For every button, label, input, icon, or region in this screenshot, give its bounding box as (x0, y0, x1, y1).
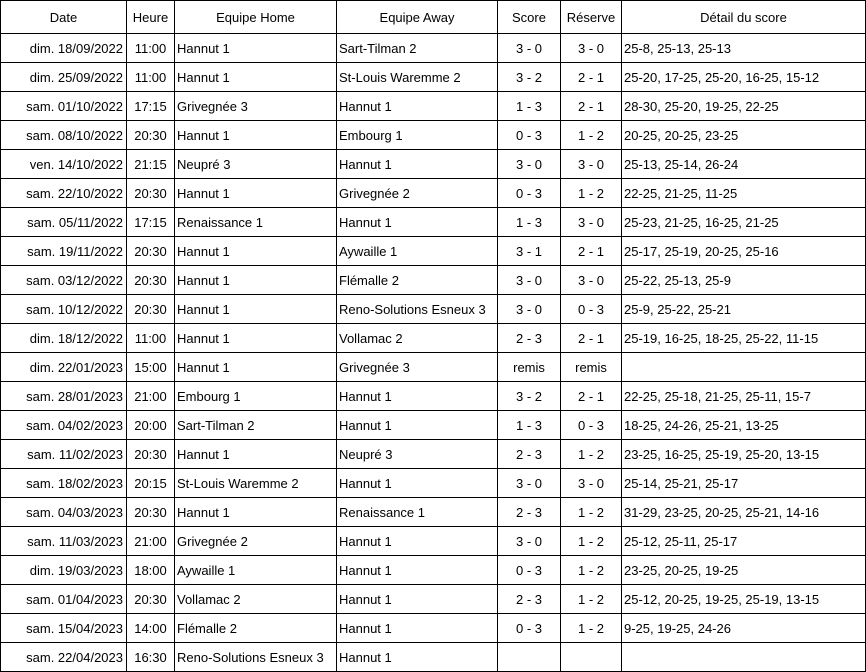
match-score: 1 - 3 (498, 92, 561, 121)
home-team: Vollamac 2 (175, 585, 337, 614)
match-time: 21:00 (127, 382, 175, 411)
match-time: 16:30 (127, 643, 175, 672)
away-team: Renaissance 1 (337, 498, 498, 527)
home-team: Hannut 1 (175, 353, 337, 382)
table-row (1, 208, 866, 237)
match-score: 3 - 0 (498, 527, 561, 556)
match-date: dim. 22/01/2023 (1, 353, 127, 382)
match-score: 2 - 3 (498, 324, 561, 353)
header-home-team: Equipe Home (175, 1, 337, 34)
match-date: sam. 22/04/2023 (1, 643, 127, 672)
match-score: 1 - 3 (498, 411, 561, 440)
match-time: 18:00 (127, 556, 175, 585)
match-score: 3 - 1 (498, 237, 561, 266)
match-time: 20:30 (127, 237, 175, 266)
table-row (1, 411, 866, 440)
reserve-score: 2 - 1 (561, 92, 622, 121)
header-reserve: Réserve (561, 1, 622, 34)
away-team: Embourg 1 (337, 121, 498, 150)
table-row (1, 324, 866, 353)
reserve-score: 2 - 1 (561, 237, 622, 266)
table-row (1, 92, 866, 121)
score-detail: 25-13, 25-14, 26-24 (622, 150, 866, 179)
match-time: 20:30 (127, 440, 175, 469)
match-time: 17:15 (127, 208, 175, 237)
match-time: 17:15 (127, 92, 175, 121)
match-time: 20:30 (127, 266, 175, 295)
match-date: sam. 01/10/2022 (1, 92, 127, 121)
table-header-row (1, 1, 866, 34)
match-date: sam. 05/11/2022 (1, 208, 127, 237)
away-team: Hannut 1 (337, 411, 498, 440)
match-date: dim. 19/03/2023 (1, 556, 127, 585)
table-row (1, 179, 866, 208)
reserve-score: 1 - 2 (561, 121, 622, 150)
match-score: 0 - 3 (498, 556, 561, 585)
header-away-team: Equipe Away (337, 1, 498, 34)
table-row (1, 266, 866, 295)
header-date: Date (1, 1, 127, 34)
match-score: 3 - 2 (498, 382, 561, 411)
header-score-detail: Détail du score (622, 1, 866, 34)
table-row (1, 585, 866, 614)
match-date: sam. 11/02/2023 (1, 440, 127, 469)
score-detail: 23-25, 20-25, 19-25 (622, 556, 866, 585)
match-score: 3 - 0 (498, 266, 561, 295)
home-team: Hannut 1 (175, 179, 337, 208)
match-date: sam. 08/10/2022 (1, 121, 127, 150)
match-date: sam. 18/02/2023 (1, 469, 127, 498)
table-row (1, 556, 866, 585)
score-detail: 25-8, 25-13, 25-13 (622, 34, 866, 63)
table-row (1, 498, 866, 527)
away-team: Vollamac 2 (337, 324, 498, 353)
away-team: Hannut 1 (337, 92, 498, 121)
table-row (1, 440, 866, 469)
match-time: 21:15 (127, 150, 175, 179)
table-row (1, 121, 866, 150)
home-team: Flémalle 2 (175, 614, 337, 643)
away-team: Hannut 1 (337, 150, 498, 179)
match-date: sam. 15/04/2023 (1, 614, 127, 643)
match-score: 3 - 0 (498, 34, 561, 63)
match-score: 0 - 3 (498, 121, 561, 150)
reserve-score: 1 - 2 (561, 614, 622, 643)
table-row (1, 382, 866, 411)
match-score (498, 643, 561, 672)
score-detail: 18-25, 24-26, 25-21, 13-25 (622, 411, 866, 440)
header-score: Score (498, 1, 561, 34)
home-team: Hannut 1 (175, 324, 337, 353)
match-score: 2 - 3 (498, 585, 561, 614)
reserve-score: 1 - 2 (561, 440, 622, 469)
reserve-score: 1 - 2 (561, 498, 622, 527)
table-body (1, 34, 866, 672)
reserve-score: 1 - 2 (561, 527, 622, 556)
away-team: Grivegnée 2 (337, 179, 498, 208)
reserve-score: remis (561, 353, 622, 382)
match-score: remis (498, 353, 561, 382)
score-detail: 9-25, 19-25, 24-26 (622, 614, 866, 643)
home-team: Reno-Solutions Esneux 3 (175, 643, 337, 672)
match-date: dim. 25/09/2022 (1, 63, 127, 92)
away-team: Hannut 1 (337, 469, 498, 498)
score-detail: 25-22, 25-13, 25-9 (622, 266, 866, 295)
match-score: 0 - 3 (498, 614, 561, 643)
match-time: 20:30 (127, 179, 175, 208)
score-detail: 25-12, 25-11, 25-17 (622, 527, 866, 556)
match-time: 20:30 (127, 295, 175, 324)
match-date: sam. 04/02/2023 (1, 411, 127, 440)
home-team: Hannut 1 (175, 63, 337, 92)
table-row (1, 150, 866, 179)
match-date: sam. 19/11/2022 (1, 237, 127, 266)
match-time: 20:30 (127, 585, 175, 614)
away-team: Hannut 1 (337, 614, 498, 643)
table-row (1, 295, 866, 324)
match-time: 21:00 (127, 527, 175, 556)
reserve-score: 2 - 1 (561, 324, 622, 353)
home-team: Hannut 1 (175, 121, 337, 150)
match-time: 11:00 (127, 324, 175, 353)
home-team: St-Louis Waremme 2 (175, 469, 337, 498)
home-team: Aywaille 1 (175, 556, 337, 585)
score-detail: 22-25, 21-25, 11-25 (622, 179, 866, 208)
score-detail: 22-25, 25-18, 21-25, 25-11, 15-7 (622, 382, 866, 411)
match-date: sam. 11/03/2023 (1, 527, 127, 556)
home-team: Renaissance 1 (175, 208, 337, 237)
match-score: 3 - 0 (498, 295, 561, 324)
away-team: Hannut 1 (337, 643, 498, 672)
reserve-score: 1 - 2 (561, 179, 622, 208)
away-team: Grivegnée 3 (337, 353, 498, 382)
match-score: 2 - 3 (498, 498, 561, 527)
match-date: sam. 22/10/2022 (1, 179, 127, 208)
away-team: St-Louis Waremme 2 (337, 63, 498, 92)
match-time: 11:00 (127, 34, 175, 63)
match-time: 14:00 (127, 614, 175, 643)
match-time: 15:00 (127, 353, 175, 382)
match-score: 1 - 3 (498, 208, 561, 237)
away-team: Hannut 1 (337, 585, 498, 614)
match-score: 3 - 0 (498, 469, 561, 498)
home-team: Hannut 1 (175, 266, 337, 295)
home-team: Sart-Tilman 2 (175, 411, 337, 440)
table-row (1, 614, 866, 643)
home-team: Grivegnée 3 (175, 92, 337, 121)
table-row (1, 34, 866, 63)
home-team: Hannut 1 (175, 34, 337, 63)
match-date: sam. 01/04/2023 (1, 585, 127, 614)
match-date: sam. 04/03/2023 (1, 498, 127, 527)
match-date: sam. 28/01/2023 (1, 382, 127, 411)
table-row (1, 527, 866, 556)
away-team: Reno-Solutions Esneux 3 (337, 295, 498, 324)
match-time: 20:15 (127, 469, 175, 498)
away-team: Aywaille 1 (337, 237, 498, 266)
reserve-score: 2 - 1 (561, 382, 622, 411)
home-team: Hannut 1 (175, 498, 337, 527)
score-detail: 25-17, 25-19, 20-25, 25-16 (622, 237, 866, 266)
home-team: Grivegnée 2 (175, 527, 337, 556)
reserve-score: 2 - 1 (561, 63, 622, 92)
score-detail (622, 643, 866, 672)
score-detail: 25-19, 16-25, 18-25, 25-22, 11-15 (622, 324, 866, 353)
score-detail: 25-20, 17-25, 25-20, 16-25, 15-12 (622, 63, 866, 92)
match-time: 20:30 (127, 121, 175, 150)
score-detail: 23-25, 16-25, 25-19, 25-20, 13-15 (622, 440, 866, 469)
match-score: 3 - 2 (498, 63, 561, 92)
home-team: Neupré 3 (175, 150, 337, 179)
match-score: 0 - 3 (498, 179, 561, 208)
match-score: 2 - 3 (498, 440, 561, 469)
reserve-score: 3 - 0 (561, 34, 622, 63)
away-team: Hannut 1 (337, 208, 498, 237)
match-date: sam. 03/12/2022 (1, 266, 127, 295)
away-team: Hannut 1 (337, 556, 498, 585)
home-team: Hannut 1 (175, 237, 337, 266)
match-time: 20:30 (127, 498, 175, 527)
score-detail: 28-30, 25-20, 19-25, 22-25 (622, 92, 866, 121)
home-team: Hannut 1 (175, 295, 337, 324)
away-team: Hannut 1 (337, 382, 498, 411)
match-time: 11:00 (127, 63, 175, 92)
away-team: Flémalle 2 (337, 266, 498, 295)
score-detail: 25-12, 20-25, 19-25, 25-19, 13-15 (622, 585, 866, 614)
away-team: Hannut 1 (337, 527, 498, 556)
reserve-score: 3 - 0 (561, 150, 622, 179)
home-team: Hannut 1 (175, 440, 337, 469)
reserve-score: 0 - 3 (561, 411, 622, 440)
table-row (1, 353, 866, 382)
away-team: Neupré 3 (337, 440, 498, 469)
reserve-score: 0 - 3 (561, 295, 622, 324)
reserve-score: 1 - 2 (561, 556, 622, 585)
match-date: sam. 10/12/2022 (1, 295, 127, 324)
match-date: dim. 18/12/2022 (1, 324, 127, 353)
home-team: Embourg 1 (175, 382, 337, 411)
score-detail: 25-23, 21-25, 16-25, 21-25 (622, 208, 866, 237)
match-time: 20:00 (127, 411, 175, 440)
table-row (1, 237, 866, 266)
match-score: 3 - 0 (498, 150, 561, 179)
score-detail: 25-14, 25-21, 25-17 (622, 469, 866, 498)
away-team: Sart-Tilman 2 (337, 34, 498, 63)
score-detail: 25-9, 25-22, 25-21 (622, 295, 866, 324)
reserve-score: 3 - 0 (561, 208, 622, 237)
header-time: Heure (127, 1, 175, 34)
table-row (1, 643, 866, 672)
score-detail (622, 353, 866, 382)
reserve-score: 3 - 0 (561, 469, 622, 498)
score-detail: 20-25, 20-25, 23-25 (622, 121, 866, 150)
table-row (1, 469, 866, 498)
reserve-score (561, 643, 622, 672)
table-row (1, 63, 866, 92)
score-detail: 31-29, 23-25, 20-25, 25-21, 14-16 (622, 498, 866, 527)
reserve-score: 1 - 2 (561, 585, 622, 614)
match-date: dim. 18/09/2022 (1, 34, 127, 63)
match-date: ven. 14/10/2022 (1, 150, 127, 179)
reserve-score: 3 - 0 (561, 266, 622, 295)
